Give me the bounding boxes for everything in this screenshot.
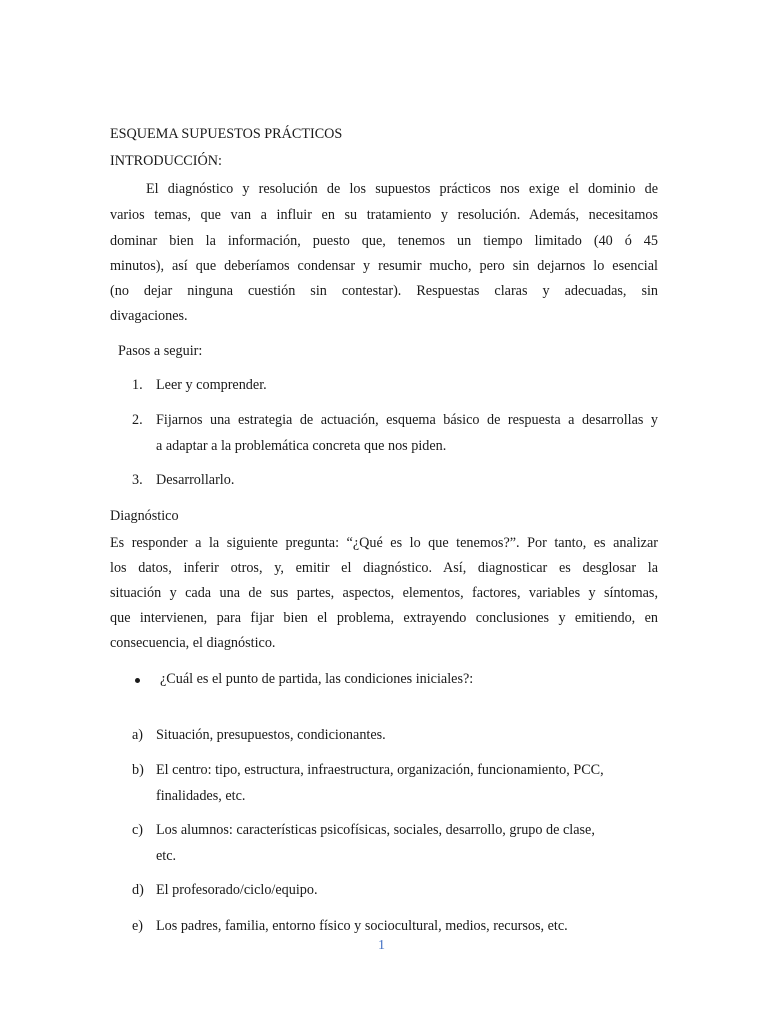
diagnostico-heading: Diagnóstico <box>110 508 179 524</box>
intro-line: varios temas, que van a influir en su tratamiento y resolución. Además, necesitamos <box>110 207 658 223</box>
diag-line: consecuencia, el diagnóstico. <box>110 635 276 651</box>
intro-heading: INTRODUCCIÓN: <box>110 153 222 169</box>
bullet-text: ¿Cuál es el punto de partida, las condiciones iniciales?: <box>160 671 474 687</box>
list-item-text: Situación, presupuestos, condicionantes. <box>156 727 386 743</box>
list-item-text: Los padres, familia, entorno físico y sociocultural, medios, recursos, etc. <box>156 918 568 934</box>
list-item-text: etc. <box>156 848 177 864</box>
intro-line: (no dejar ninguna cuestión sin contestar). Respuestas claras y adecuadas, sin <box>110 283 658 299</box>
diag-line: situación y cada una de sus partes, aspectos, elementos, factores, variables y síntomas, <box>110 585 658 601</box>
page-number: 1 <box>378 938 385 953</box>
list-item-text: El centro: tipo, estructura, infraestructura, organización, funcionamiento, PCC, <box>156 762 604 778</box>
list-marker: c) <box>132 822 144 838</box>
list-marker: b) <box>132 762 144 778</box>
diag-line: que intervienen, para fijar bien el problema, extrayendo conclusiones y emitiendo, en <box>110 610 658 626</box>
list-marker: 3. <box>132 472 143 488</box>
list-item-text: Desarrollarlo. <box>156 472 235 488</box>
list-item-text: a adaptar a la problemática concreta que nos piden. <box>156 438 447 454</box>
list-item-text: finalidades, etc. <box>156 788 246 804</box>
intro-line: dominar bien la información, puesto que, tenemos un tiempo limitado (40 ó 45 <box>110 233 658 249</box>
list-marker: a) <box>132 727 144 743</box>
list-item-text: Los alumnos: características psicofísicas, sociales, desarrollo, grupo de clase, <box>156 822 595 838</box>
document-title: ESQUEMA SUPUESTOS PRÁCTICOS <box>110 126 343 142</box>
list-item-text: El profesorado/ciclo/equipo. <box>156 882 318 898</box>
diag-line: Es responder a la siguiente pregunta: “¿Qué es lo que tenemos?”. Por tanto, es analizar <box>110 535 658 551</box>
intro-line: El diagnóstico y resolución de los supuestos prácticos nos exige el dominio de <box>146 181 658 197</box>
steps-heading: Pasos a seguir: <box>118 343 203 359</box>
list-item-text: Fijarnos una estrategia de actuación, esquema básico de respuesta a desarrollas y <box>156 412 658 428</box>
list-item-text: Leer y comprender. <box>156 377 267 393</box>
intro-line: divagaciones. <box>110 308 188 324</box>
intro-line: minutos), así que deberíamos condensar y resumir mucho, pero sin dejarnos lo esencial <box>110 258 658 274</box>
list-marker: e) <box>132 918 144 934</box>
list-marker: 2. <box>132 412 143 428</box>
bullet-icon <box>135 678 140 683</box>
list-marker: 1. <box>132 377 143 393</box>
diag-line: los datos, inferir otros, y, emitir el diagnóstico. Así, diagnosticar es desglosar la <box>110 560 658 576</box>
list-marker: d) <box>132 882 144 898</box>
